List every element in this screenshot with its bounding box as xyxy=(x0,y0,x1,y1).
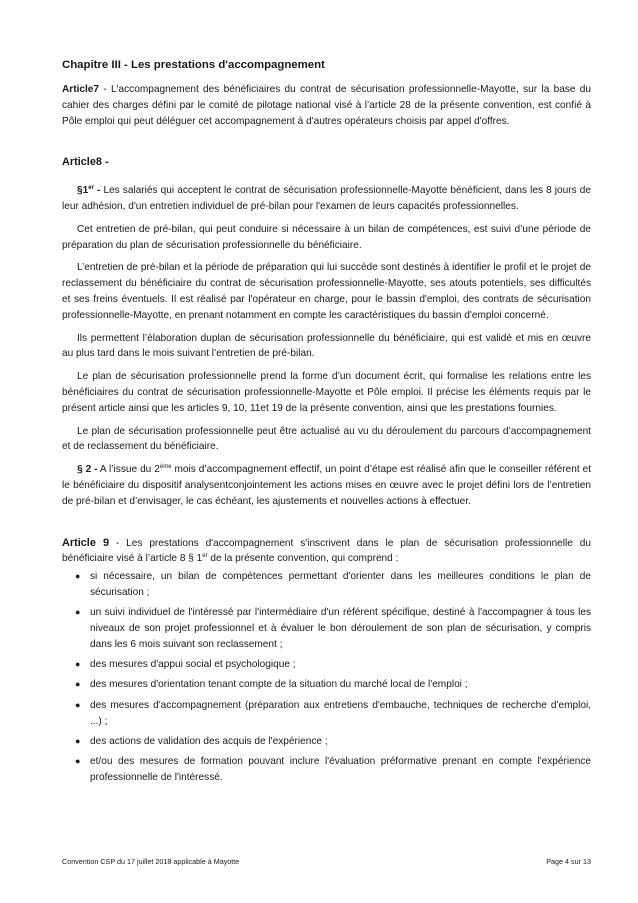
article8-heading: Article8 - xyxy=(62,156,109,169)
list-item: ● si nécessaire, un bilan de compétences permettant d'orienter dans les meilleures conditions le plan de sécurisation ; xyxy=(75,571,591,598)
bullet-icon: ● xyxy=(75,607,81,618)
article7-paragraph xyxy=(62,82,591,129)
article8-paragraph-3: L’entretien de pré-bilan et la période de préparation qui lui succède sont destinés à identifier le profil et le projet de reclassement du bénéficiaire du contrat de sécurisation professionnelle-Mayotte, ses atouts potentiels, ses difficultés et ses freins éventuels. Il est réalisé par l'opérateur en charge, pour le bassin d'emploi, des contrats de sécurisation professionnelle-Mayotte, en prenant notamment en compte les caractéristiques du bassin d'emploi concerné. xyxy=(62,262,591,321)
list-item: ● des mesures d'appui social et psychologique ; xyxy=(62,657,591,673)
footer-page-number: Page 4 sur 13 xyxy=(546,857,591,866)
article7-label: Article7 xyxy=(62,84,100,95)
article7-text: - L'accompagnement des bénéficiaires du contrat de sécurisation professionnelle-Mayotte, sur la base du cahier des charges défini par le comité de pilotage national visé à l’article 28 de la présente convention, est confié à Pôle emploi qui peut déléguer cet accompagnement à d'autres opérateurs choisis par appel d'offres. xyxy=(62,84,591,127)
bullet-icon: ● xyxy=(75,571,81,582)
article8-section1-paragraph xyxy=(62,183,591,215)
bullet-icon: ● xyxy=(75,735,81,746)
article9-list xyxy=(62,569,591,786)
bullet-icon: ● xyxy=(75,679,81,690)
list-item: ● des mesures d'orientation tenant compte de la situation du marché local de l'emploi ; xyxy=(62,677,591,693)
document-page xyxy=(62,58,591,790)
section1-label: §1er - xyxy=(77,185,104,197)
article9-intro: Article 9 - Les prestations d'accompagnement s'inscrivent dans le plan de sécurisation professionnelle du bénéficiaire visé à l’article 8 § 1er de la présente convention, qui comprend : xyxy=(62,536,591,565)
article8-paragraph-6: Le plan de sécurisation professionnelle peut être actualisé au vu du déroulement du parcours d’accompagnement et de reclassement du bénéficiaire. xyxy=(62,425,591,453)
article8-section2-paragraph: § 2 - A l’issue du 2ème mois d’accompagnement effectif, un point d’étape est réalisé afin que le conseiller référent et le bénéficiaire du dispositif analysentconjointement les actions mises en œuvre avec le projet défini lors de l’entretien de pré-bilan et d’envisager, le cas échéant, les ajustements et nouvelles actions à effectuer. xyxy=(62,464,591,507)
section1-text: Les salariés qui acceptent le contrat de sécurisation professionnelle-Mayotte bénéficient, dans les 8 jours de leur adhésion, d'un entretien individuel de pré-bilan pour l'examen de leurs capacités professionnelles. xyxy=(62,185,591,212)
article8-paragraph-2: Cet entretien de pré-bilan, qui peut conduire si nécessaire à un bilan de compétences, est suivi d’une période de préparation du plan de sécurisation professionnelle du bénéficiaire. xyxy=(62,223,591,251)
bullet-icon: ● xyxy=(75,756,81,767)
list-item: ● et/ou des mesures de formation pouvant inclure l'évaluation préformative prenant en compte l'expérience professionnelle de l'intéressé. xyxy=(75,756,591,783)
section2-label: § 2 - xyxy=(77,464,98,476)
list-item: ● des mesures d'accompagnement (préparation aux entretiens d'embauche, techniques de recherche d'emploi, ...) ; xyxy=(75,699,591,727)
section2-text: mois d’accompagnement effectif, un point d’étape est réalisé afin que le conseiller référent et le bénéficiaire du dispositif analysentconjointement les actions mises en œuvre avec le projet défini lors de l’entretien de pré-bilan et d’envisager, le cas échéant, les ajustements et nouvelles actions à effectuer. xyxy=(62,464,591,507)
footer-document-title: Convention CSP du 17 juillet 2018 applicable à Mayotte xyxy=(62,857,240,866)
article8-paragraph-5: Le plan de sécurisation professionnelle prend la forme d’un document écrit, qui formalise les relations entre les bénéficiaires du contrat de sécurisation professionnelle-Mayotte et Pôle emploi. Il précise les éléments requis par le présent article ainsi que les articles 9, 10, 11et 19 de la présente convention, ainsi que les prestations fournies. xyxy=(62,371,591,414)
article9-label: Article 9 xyxy=(62,536,110,549)
list-item: ● un suivi individuel de l'intéressé par l'intermédiaire d'un référent spécifique, destiné à l'accompagner à tous les niveaux de son projet professionnel et à évaluer le bon déroulement de son plan de sécurisation, y compris dans les 6 mois suivant son reclassement ; xyxy=(75,607,591,650)
bullet-icon: ● xyxy=(75,699,81,710)
article8-paragraph-4: Ils permettent l’élaboration duplan de sécurisation professionnelle du bénéficiaire, qui est validé et mis en œuvre au plus tard dans le mois suivant l’entretien de pré-bilan. xyxy=(62,332,591,360)
page-footer xyxy=(62,857,591,867)
list-item: ● des actions de validation des acquis de l'expérience ; xyxy=(62,734,591,750)
bullet-icon: ● xyxy=(75,659,81,670)
chapter-title: Chapitre III - Les prestations d'accompagnement xyxy=(62,59,325,71)
